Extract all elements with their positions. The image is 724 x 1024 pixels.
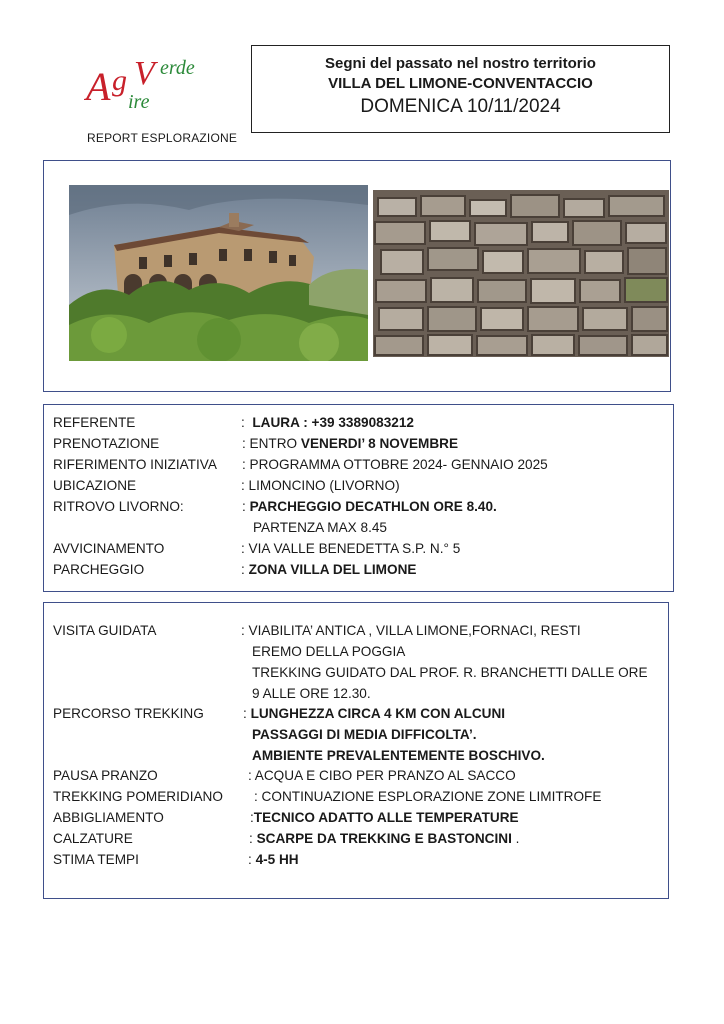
svg-text:ire: ire [128, 91, 150, 113]
svg-text:A: A [86, 64, 111, 109]
calzature-value: SCARPE DA TREKKING E BASTONCINI [256, 831, 512, 846]
avvicinamento-value: : VIA VALLE BENEDETTA S.P. N.° 5 [241, 541, 461, 556]
label-ubicazione: UBICAZIONE [53, 478, 137, 493]
ubicazione-value: : LIMONCINO (LIVORNO) [241, 478, 400, 493]
partenza-value: PARTENZA MAX 8.45 [253, 520, 387, 535]
label-pausa: PAUSA PRANZO [53, 768, 158, 783]
label-riferimento: RIFERIMENTO INIZIATIVA [53, 457, 217, 472]
tempi-value: 4-5 HH [255, 852, 299, 867]
referente-phone: : +39 3389083212 [299, 415, 414, 430]
label-percorso: PERCORSO TREKKING [53, 706, 204, 721]
label-avvicinamento: AVVICINAMENTO [53, 541, 165, 556]
svg-text:erde: erde [160, 57, 195, 79]
agverde-logo [84, 50, 214, 114]
riferimento-value: : PROGRAMMA OTTOBRE 2024- GENNAIO 2025 [242, 457, 548, 472]
parcheggio-value: ZONA VILLA DEL LIMONE [248, 562, 417, 577]
percorso-line-1: LUNGHEZZA CIRCA 4 KM CON ALCUNI [250, 706, 506, 721]
event-date: DOMENICA 10/11/2024 [360, 96, 561, 117]
visita-line-4: 9 ALLE ORE 12.30. [252, 686, 371, 701]
svg-text:V: V [134, 55, 155, 92]
pomeridiano-value: : CONTINUAZIONE ESPLORAZIONE ZONE LIMITROFE [254, 789, 602, 804]
percorso-line-2: PASSAGGI DI MEDIA DIFFICOLTA’. [252, 727, 477, 742]
path-photo [373, 190, 669, 357]
referente-name: LAURA [252, 415, 300, 430]
label-parcheggio: PARCHEGGIO [53, 562, 145, 577]
pausa-value: : ACQUA E CIBO PER PRANZO AL SACCO [248, 768, 516, 783]
label-pomeridiano: TREKKING POMERIDIANO [53, 789, 223, 804]
prenotazione-deadline: VENERDI’ 8 NOVEMBRE [300, 436, 459, 451]
info-box: REFERENTE : LAURA : +39 3389083212 PRENOTAZIONE : ENTRO VENERDI’ 8 NOVEMBRE RIFERIMENTO INIZIATIVA : PROGRAMMA OTTOBRE 2024- GENNAIO 2025 UBICAZIONE : LIMONCINO (LIVORNO) RITROVO LIVORNO: : PARCHEGGIO DECATHLON ORE 8.40. PARTENZA MAX 8.45 AVVICINAMENTO : VIA VALLE BENEDETTA S.P. N.° 5 PARCHEGGIO : ZONA VILLA DEL LIMONE [43, 404, 674, 592]
visita-line-2: EREMO DELLA POGGIA [252, 644, 406, 659]
svg-text:g: g [112, 64, 127, 97]
sep: : [241, 415, 245, 430]
label-referente: REFERENTE [53, 415, 136, 430]
label-visita: VISITA GUIDATA [53, 623, 157, 638]
visita-line-3: TREKKING GUIDATO DAL PROF. R. BRANCHETTI DALLE ORE [252, 665, 648, 680]
tour-box: VISITA GUIDATA : VIABILITA’ ANTICA , VILLA LIMONE,FORNACI, RESTI EREMO DELLA POGGIA TREKKING GUIDATO DAL PROF. R. BRANCHETTI DALLE ORE 9 ALLE ORE 12.30. PERCORSO TREKKING : LUNGHEZZA CIRCA 4 KM CON ALCUNI PASSAGGI DI MEDIA DIFFICOLTA’. AMBIENTE PREVALENTEMENTE BOSCHIVO. PAUSA PRANZO : ACQUA E CIBO PER PRANZO AL SACCO TREKKING POMERIDIANO : CONTINUAZIONE ESPLORAZIONE ZONE LIMITROFE ABBIGLIAMENTO :TECNICO ADATTO ALLE TEMPERATURE CALZATURE : SCARPE DA TREKKING E BASTONCINI . STIMA TEMPI : 4-5 HH [43, 602, 669, 899]
title-box [251, 45, 670, 133]
percorso-line-3: AMBIENTE PREVALENTEMENTE BOSCHIVO. [252, 748, 545, 763]
villa-photo [69, 185, 368, 361]
subtitle: Segni del passato nel nostro territorio [325, 55, 596, 72]
label-calzature: CALZATURE [53, 831, 133, 846]
label-ritrovo: RITROVO LIVORNO: [53, 499, 184, 514]
ritrovo-value: PARCHEGGIO DECATHLON ORE 8.40. [249, 499, 497, 514]
label-tempi: STIMA TEMPI [53, 852, 139, 867]
visita-line-1: : VIABILITA’ ANTICA , VILLA LIMONE,FORNACI, RESTI [241, 623, 581, 638]
page-title: VILLA DEL LIMONE-CONVENTACCIO [328, 75, 593, 92]
label-prenotazione: PRENOTAZIONE [53, 436, 160, 451]
photo-box [43, 160, 671, 392]
label-abbigliamento: ABBIGLIAMENTO [53, 810, 164, 825]
abbigliamento-value: TECNICO ADATTO ALLE TEMPERATURE [253, 810, 519, 825]
report-label: REPORT ESPLORAZIONE [87, 131, 238, 145]
